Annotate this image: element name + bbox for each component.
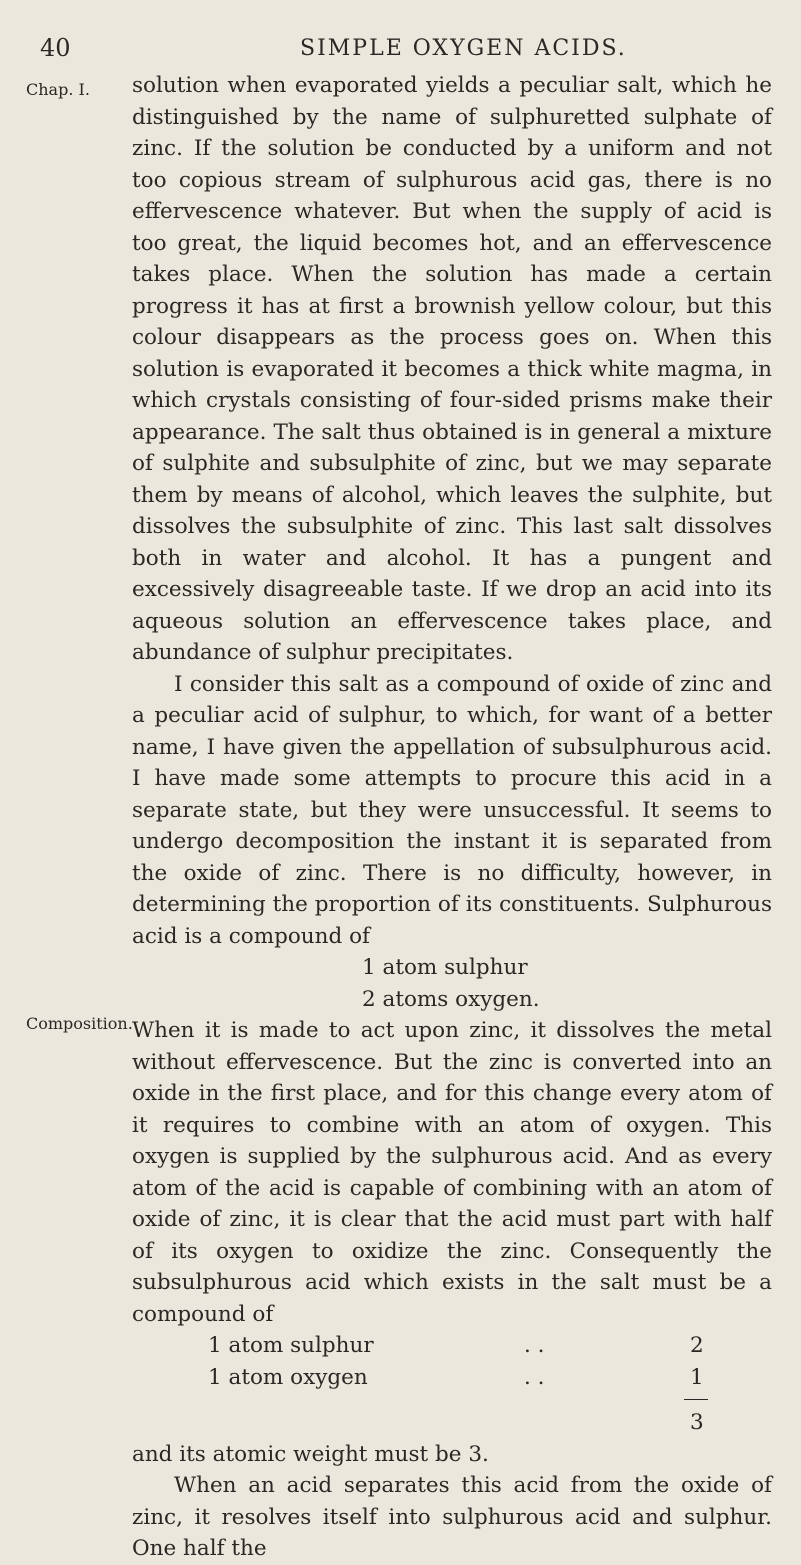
formula2-sum-rule: [684, 1399, 708, 1400]
formula-line-2: 2 atoms oxygen.: [362, 986, 540, 1012]
formula2-row2-label: 1 atom oxygen: [208, 1364, 368, 1390]
body-text: [132, 70, 772, 1565]
formula2-row1-value: 2: [690, 1333, 704, 1358]
page-header: [0, 28, 801, 68]
formula-sulphurous: [132, 952, 772, 1015]
running-title: SIMPLE OXYGEN ACIDS.: [300, 36, 627, 61]
margin-note-composition: Composition.: [26, 1014, 133, 1033]
formula2-total: 3: [690, 1410, 704, 1435]
formula2-row2-value: 1: [690, 1364, 704, 1390]
formula-line-1: 1 atom sulphur: [362, 955, 528, 980]
paragraph-5: When an acid separates this acid from the oxide of zinc, it resolves itself into sulphurous acid and sulphur. One half the: [132, 1473, 772, 1561]
formula2-row1-label: 1 atom sulphur: [208, 1333, 374, 1358]
paragraph-2: I consider this salt as a compound of oxide of zinc and a peculiar acid of sulphur, to which, for want of a better name, I have given the appellation of subsulphurous acid. I have made some attempts to procure this acid in a separate state, but they were unsuccessful. It seems to undergo decomposition the instant it is separated from the oxide of zinc. There is no difficulty, however, in determining the proportion of its constituents. Sulphurous acid is a compound of: [132, 671, 772, 949]
paragraph-1: solution when evaporated yields a peculiar salt, which he distinguished by the name of sulphuretted sulphate of zinc. If the solution be conducted by a uniform and not too copious stream of sulphurous acid gas, there is no effervescence whatever. But when the supply of acid is too great, the liquid becomes hot, and an effervescence takes place. When the solution has made a certain progress it has at first a brownish yellow colour, but this colour disappears as the process goes on. When this solution is evaporated it becomes a thick white magma, in which crystals consisting of four-sided prisms make their appearance. The salt thus obtained is in general a mixture of sulphite and subsulphite of zinc, but we may separate them by means of alcohol, which leaves the sulphite, but dissolves the subsulphite of zinc. This last salt dissolves both in water and alcohol. It has a pungent and excessively disagreeable taste. If we drop an acid into its aqueous solution an effervescence takes place, and abundance of sulphur precipitates.: [132, 73, 772, 665]
margin-note-chapter: Chap. I.: [26, 80, 90, 99]
paragraph-4: and its atomic weight must be 3.: [132, 1441, 489, 1467]
formula-subsulphurous: [132, 1330, 772, 1439]
formula2-row2-dots: . .: [524, 1364, 545, 1390]
formula2-row1-dots: . .: [524, 1333, 545, 1358]
page-number: 40: [40, 34, 71, 62]
paragraph-3: When it is made to act upon zinc, it dissolves the metal without effervescence. But the zinc is converted into an oxide in the first place, and for this change every atom of it requires to combine with an atom of oxygen. This oxygen is supplied by the sulphurous acid. And as every atom of the acid is capable of combining with an atom of oxide of zinc, it is clear that the acid must part with half of its oxygen to oxidize the zinc. Consequently the subsulphurous acid which exists in the salt must be a compound of: [132, 1018, 772, 1327]
